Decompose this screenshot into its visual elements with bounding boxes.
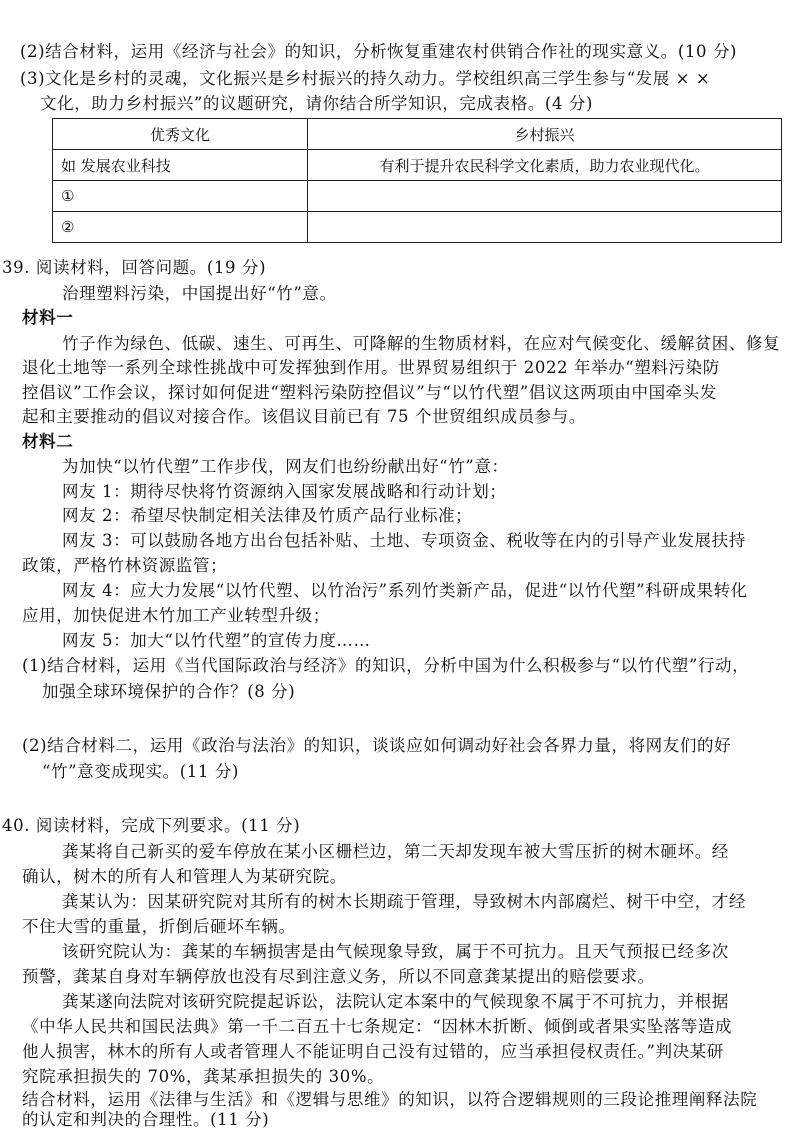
q39-m2-line: 网友 2：希望尽快制定相关法律及竹质产品行业标准； xyxy=(62,506,473,525)
q40-line: 龚某遂向法院对该研究院提起诉讼，法院认定本案中的气候现象不属于不可抗力，并根据 xyxy=(62,992,729,1011)
table-header-culture: 优秀文化 xyxy=(53,119,308,150)
q40-line: 《中华人民共和国民法典》第一千二百五十七条规定：“因林木折断、倾倒或者果实坠落等造成 xyxy=(22,1017,733,1036)
table-cell: 有利于提升农民科学文化素质，助力农业现代化。 xyxy=(308,150,782,181)
q39-m1-line: 退化土地等一系列全球性挑战中可发挥独到作用。世界贸易组织于 2022 年举办“塑料污染防 xyxy=(22,358,720,377)
q40-line: 确认，树木的所有人和管理人为某研究院。 xyxy=(22,867,347,886)
q40-line: 预警，龚某自身对车辆停放也没有尽到注意义务，所以不同意龚某提出的赔偿要求。 xyxy=(22,967,655,986)
q40-task-line1: 结合材料，运用《法律与生活》和《逻辑与思维》的知识，以符合逻辑规则的三段论推理阐释法院 xyxy=(22,1090,758,1109)
q39-m1-line: 竹子作为绿色、低碳、速生、可再生、可降解的生物质材料，在应对气候变化、缓解贫困、修复 xyxy=(62,334,781,353)
q39-sub2-line2: “竹”意变成现实。(11 分) xyxy=(42,762,239,781)
table-header-row xyxy=(53,119,782,150)
q39-sub2-line1: (2)结合材料二，运用《政治与法治》的知识，谈谈应如何调动好社会各界力量，将网友们的好 xyxy=(22,736,732,755)
table-row xyxy=(53,212,782,243)
table-cell: 如 发展农业科技 xyxy=(53,150,308,181)
q38-sub3-line1: (3)文化是乡村的灵魂，文化振兴是乡村振兴的持久动力。学校组织高三学生参与“发展 × × xyxy=(20,69,711,88)
q40-line: 该研究院认为：龚某的车辆损害是由气候现象导致，属于不可抗力。且天气预报已经多次 xyxy=(62,942,729,961)
q39-material1-label: 材料一 xyxy=(22,308,74,327)
q39-m1-line: 控倡议”工作会议，探讨如何促进“塑料污染防控倡议”与“以竹代塑”倡议这两项由中国牵头发 xyxy=(22,383,717,402)
table-header-rural: 乡村振兴 xyxy=(308,119,782,150)
q39-sub1-line1: (1)结合材料，运用《当代国际政治与经济》的知识，分析中国为什么积极参与“以竹代塑”行动， xyxy=(22,656,750,675)
table-row xyxy=(53,181,782,212)
q39-m2-line: 为加快“以竹代塑”工作步伐，网友们也纷纷献出好“竹”意： xyxy=(62,457,509,476)
q39-m2-line: 网友 3：可以鼓励各地方出台包括补贴、土地、专项资金、税收等在内的引导产业发展扶持 xyxy=(62,531,746,550)
q39-m2-line: 网友 5：加大“以竹代塑”的宣传力度…… xyxy=(62,631,371,650)
q40-line: 他人损害，林木的所有人或者管理人不能证明自己没有过错的，应当承担侵权责任。”判决某研 xyxy=(22,1042,724,1061)
answer-cell xyxy=(308,181,782,212)
q40-line: 龚某认为：因某研究院对其所有的树木长期疏于管理，导致树木内部腐烂、树干中空，才经 xyxy=(62,892,746,911)
q39-m1-line: 起和主要推动的倡议对接合作。该倡议目前已有 75 个世贸组织成员参与。 xyxy=(22,407,586,426)
culture-table xyxy=(52,118,782,243)
q39-intro: 治理塑料污染，中国提出好“竹”意。 xyxy=(62,284,337,303)
q39-m2-line: 网友 1：期待尽快将竹资源纳入国家发展战略和行动计划； xyxy=(62,482,507,501)
table-row xyxy=(53,150,782,181)
q39-m2-line: 应用，加快促进木竹加工产业转型升级； xyxy=(22,606,330,625)
q40-task-line2: 的认定和判决的合理性。(11 分) xyxy=(22,1110,270,1129)
answer-cell xyxy=(308,212,782,243)
q38-sub3-line2: 文化，助力乡村振兴”的议题研究，请你结合所学知识，完成表格。(4 分) xyxy=(40,94,594,113)
q39-title: 39. 阅读材料，回答问题。(19 分) xyxy=(2,258,267,277)
q39-material2-label: 材料二 xyxy=(22,432,74,451)
q40-line: 龚某将自己新买的爱车停放在某小区栅栏边，第二天却发现车被大雪压折的树木砸坏。经 xyxy=(62,842,729,861)
table-cell: ① xyxy=(53,181,308,212)
table-cell: ② xyxy=(53,212,308,243)
q40-line: 不住大雪的重量，折倒后砸坏车辆。 xyxy=(22,917,296,936)
q40-title: 40. 阅读材料，完成下列要求。(11 分) xyxy=(2,816,301,835)
q39-sub1-line2: 加强全球环境保护的合作？(8 分) xyxy=(42,682,296,701)
q39-m2-line: 网友 4：应大力发展“以竹代塑、以竹治污”系列竹类新产品，促进“以竹代塑”科研成果转化 xyxy=(62,581,748,600)
q38-sub2: (2)结合材料，运用《经济与社会》的知识，分析恢复重建农村供销合作社的现实意义。(10 分) xyxy=(20,42,738,61)
q40-line: 究院承担损失的 70%，龚某承担损失的 30%。 xyxy=(22,1067,385,1086)
q39-m2-line: 政策，严格竹林资源监管； xyxy=(22,556,228,575)
